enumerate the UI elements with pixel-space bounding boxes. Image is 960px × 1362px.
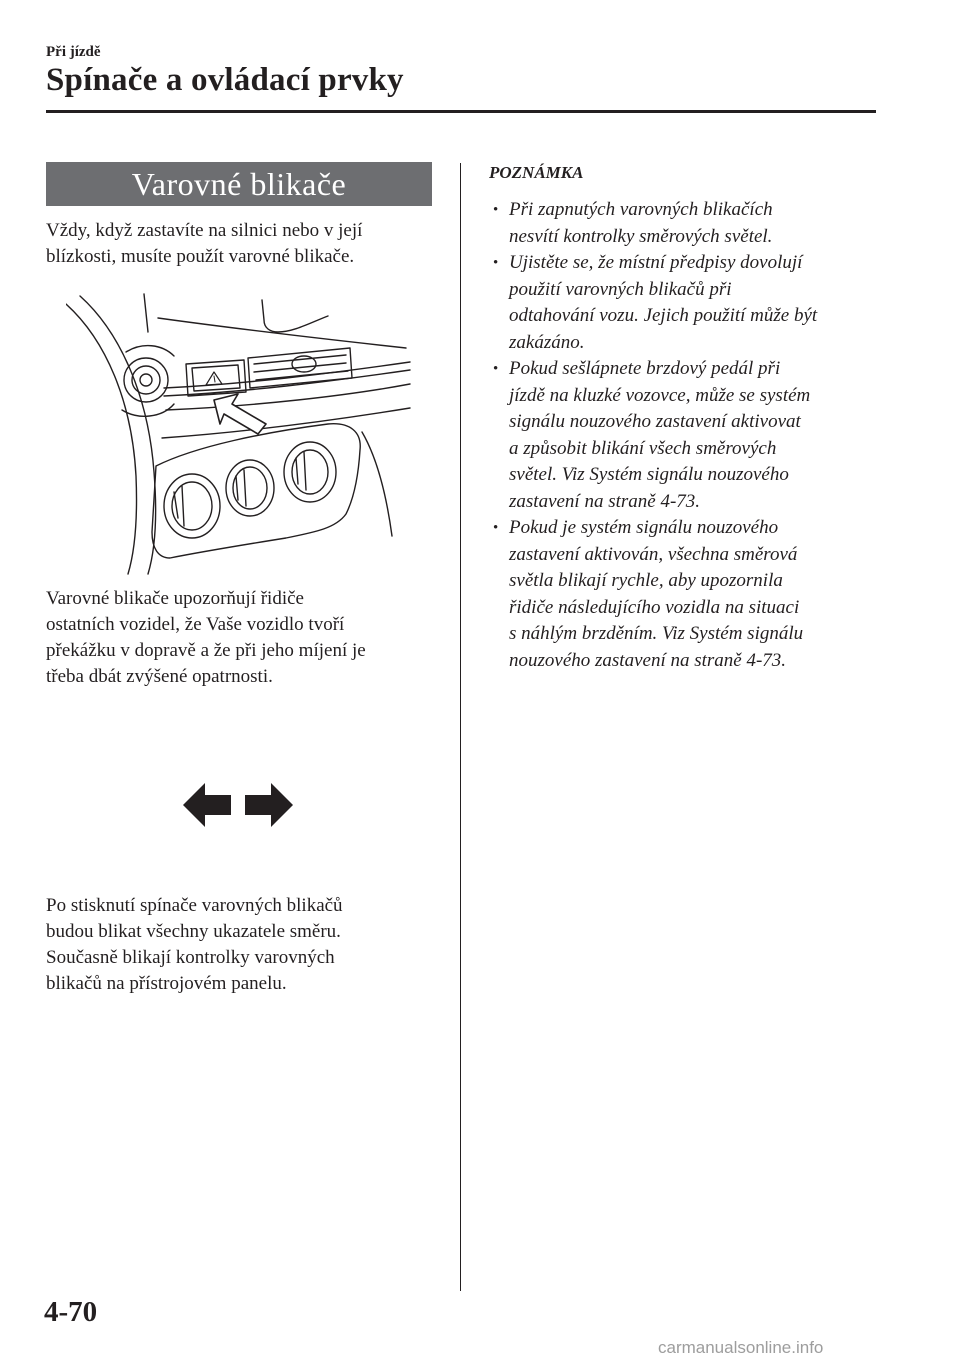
bullet: • [493,361,499,377]
right-arrow-icon [245,783,293,827]
note-text: Pokud je systém signálu nouzového zastavení aktivován, všechna směrová světla blikají rychle, aby upozornila řidiče následujícího vozidla na situaci s náhlým brzděním. Viz Systém signálu nouzového zastavení na straně 4-73. [509,517,804,671]
list-item [493,250,893,356]
note-list [493,197,893,674]
watermark: carmanualsonline.info [658,1338,824,1357]
hazard-switch-dashboard-illustration [66,292,416,576]
chapter-title: Spínače a ovládací prvky [46,62,404,98]
bullet: • [493,255,499,271]
operation-paragraph: Po stisknutí spínače varovných blikačů budou blikat všechny ukazatele směru. Současně blikají kontrolky varovných blikačů na přístrojovém panelu. [46,895,343,994]
note-text: Pokud sešlápnete brzdový pedál při jízdě na kluzké vozovce, může se systém signálu nouzového zastavení aktivovat a způsobit blikání všech směrových světel. Viz Systém signálu nouzového zastavení na straně 4-73. [509,358,811,512]
section-title-bar: Varovné blikače [46,162,432,206]
page-number: 4-70 [44,1296,98,1328]
intro-paragraph: Vždy, když zastavíte na silnici nebo v její blízkosti, musíte použít varovné blikače. [46,220,363,267]
bullet: • [493,520,499,536]
list-item [493,356,893,515]
bullet: • [493,202,499,218]
left-arrow-icon [183,783,231,827]
header-rule [46,110,876,113]
explanation-paragraph: Varovné blikače upozorňují řidiče ostatních vozidel, že Vaše vozidlo tvoří překážku v dopravě a že při jeho míjení je třeba dbát zvýšené opatrnosti. [46,588,366,687]
list-item [493,197,893,250]
left-right-turn-arrows-icon [183,782,293,828]
section-label: Při jízdě [46,44,101,60]
note-text: Při zapnutých varovných blikačích nesvítí kontrolky směrových světel. [509,199,773,247]
note-heading: POZNÁMKA [489,163,584,182]
column-divider [460,163,461,1291]
list-item [493,515,893,674]
note-text: Ujistěte se, že místní předpisy dovolují použití varovných blikačů při odtahování vozu. Jejich použití může být zakázáno. [509,252,818,353]
